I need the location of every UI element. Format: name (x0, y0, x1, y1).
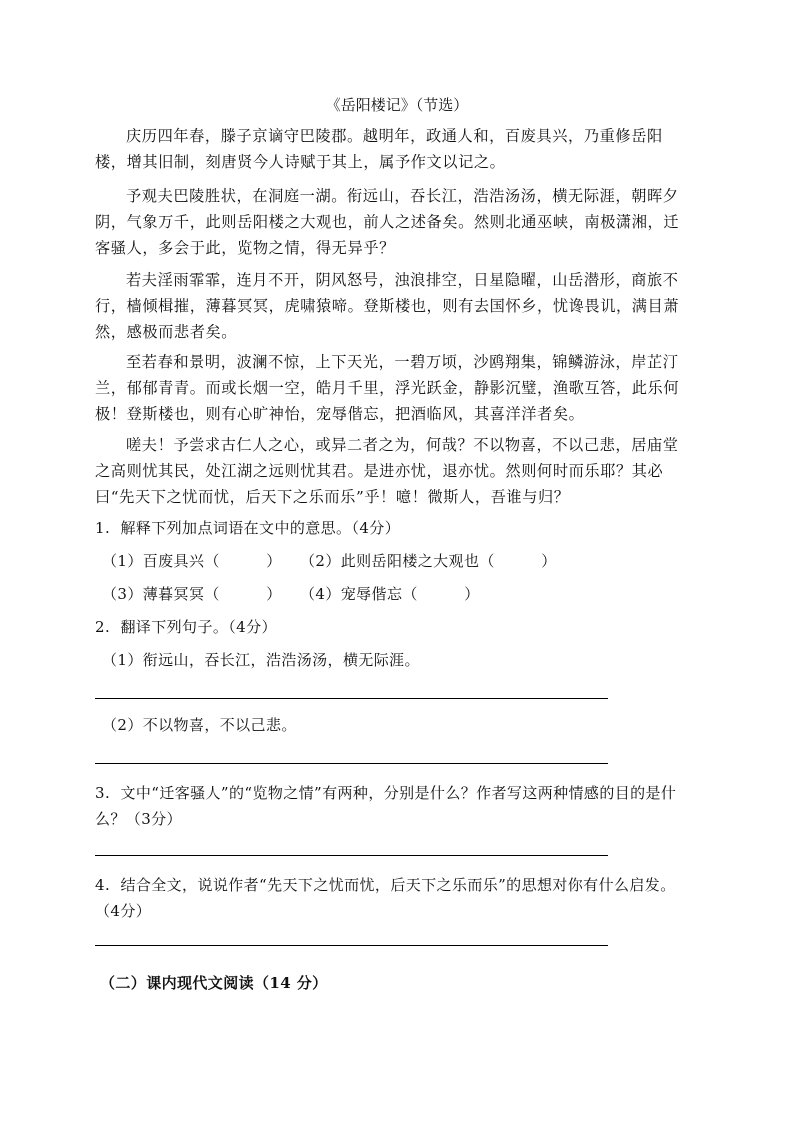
passage-paragraph-1: 庆历四年春，滕子京谪守巴陵郡。越明年，政通人和，百废具兴，乃重修岳阳楼，增其旧制，刻唐贤今人诗赋于其上，属予作文以记之。 (95, 127, 663, 171)
answer-line-4[interactable] (95, 945, 608, 946)
question-3-stem: 3. 文中“迁客骚人”的“览物之情”有两种，分别是什么？作者写这两种情感的目的是什么？（3分） (95, 784, 677, 828)
passage-paragraph-3: 若夫淫雨霏霏，连月不开，阴风怒号，浊浪排空，日星隐曜，山岳潜形，商旅不行，樯倾楫摧，薄暮冥冥，虎啸猿啼。登斯楼也，则有去国怀乡，忧谗畏讥，满目萧然，感极而悲者矣。 (95, 271, 680, 341)
passage-title: 《岳阳楼记》（节选） (325, 96, 469, 114)
question-4-stem: 4. 结合全文，说说作者“先天下之忧而忧，后天下之乐而乐”的思想对你有什么启发。（4分） (95, 876, 676, 920)
passage-paragraph-5: 嗟夫！予尝求古仁人之心，或异二者之为，何哉？不以物喜，不以己悲，居庙堂之高则忧其民，处江湖之远则忧其君。是进亦忧，退亦忧。然则何时而乐耶？其必曰“先天下之忧而忧，后天下之乐而乐”乎！噫！微斯人，吾谁与归？ (95, 436, 679, 506)
question-1-item-2: （2）此则岳阳楼之大观也（ ） (300, 552, 557, 570)
question-2-stem: 2. 翻译下列句子。（4分） (95, 618, 277, 636)
answer-line-2-1[interactable] (95, 698, 608, 699)
answer-line-3[interactable] (95, 855, 608, 856)
question-1-item-4: （4）宠辱偕忘（ ） (300, 585, 480, 603)
passage-paragraph-4: 至若春和景明，波澜不惊，上下天光，一碧万顷，沙鸥翔集，锦鳞游泳，岸芷汀兰，郁郁青青。而或长烟一空，皓月千里，浮光跃金，静影沉璧，渔歌互答，此乐何极！登斯楼也，则有心旷神怡，宠辱偕忘，把酒临风，其喜洋洋者矣。 (95, 353, 680, 423)
question-2-item-2: （2）不以物喜，不以己悲。 (102, 716, 297, 734)
question-1-item-3: （3）薄暮冥冥（ ） (102, 585, 282, 603)
question-2-item-1: （1）衔远山，吞长江，浩浩汤汤，横无际涯。 (102, 651, 420, 669)
question-1-item-1: （1）百废具兴（ ） (102, 552, 282, 570)
question-1-stem: 1. 解释下列加点词语在文中的意思。（4分） (95, 519, 401, 537)
section-heading: （二）课内现代文阅读（14 分） (100, 974, 328, 992)
passage-paragraph-2: 予观夫巴陵胜状，在洞庭一湖。衔远山，吞长江，浩浩汤汤，横无际涯，朝晖夕阴，气象万千，此则岳阳楼之大观也，前人之述备矣。然则北通巫峡，南极潇湘，迁客骚人，多会于此，览物之情，得无异乎？ (95, 187, 680, 257)
answer-line-2-2[interactable] (95, 763, 608, 764)
